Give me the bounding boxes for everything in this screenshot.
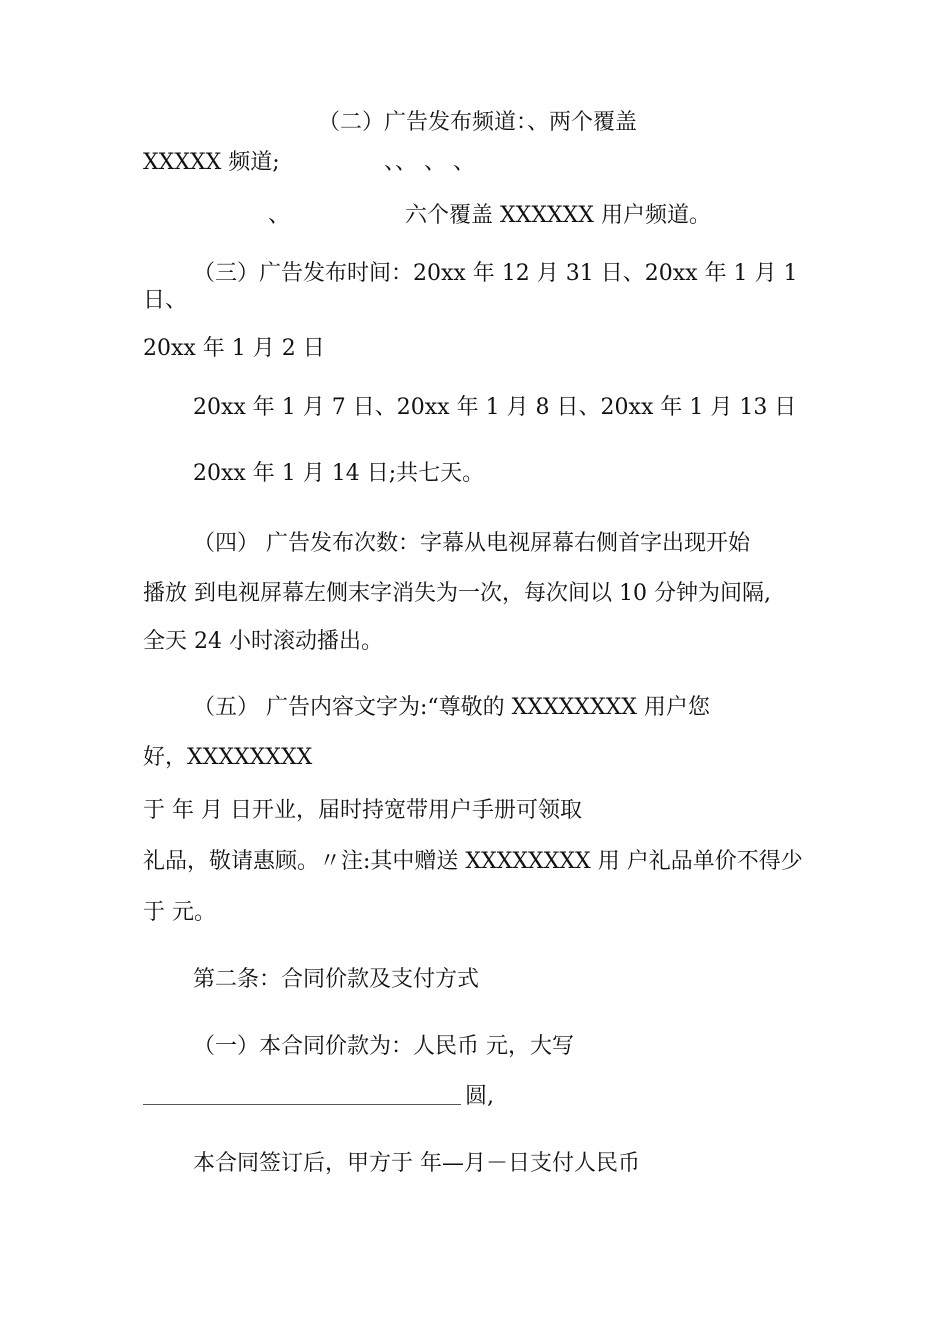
text-line: 、、 、 、 [384,150,475,175]
text-line: （一）本合同价款为：人民币 元，大写 [193,1034,574,1059]
text-line: 日、 [143,288,188,313]
text-line: 20xx 年 1 月 7 日、20xx 年 1 月 8 日、20xx 年 1 月 13 日 [193,395,797,420]
text-line: （二）广告发布频道：、两个覆盖 [318,110,638,135]
text-line: 20xx 年 1 月 14 日;共七天。 [193,461,485,486]
text-line: XXXXX 频道; [143,150,280,175]
text-line: 20xx 年 1 月 2 日 [143,336,325,361]
text-line: 六个覆盖 XXXXXX 用户频道。 [405,203,711,228]
text-line: 好，XXXXXXXX [143,745,313,770]
text-line: 播放 到电视屏幕左侧末字消失为一次，每次间以 10 分钟为间隔, [143,581,771,606]
text-line: 礼品，敬请惠顾。〃注:其中赠送 XXXXXXXX 用 户礼品单价不得少 [143,849,803,874]
section-heading: 第二条：合同价款及支付方式 [193,967,480,992]
text-line: （五） 广告内容文字为:“尊敬的 XXXXXXXX 用户您 [193,695,710,720]
text-line: （三）广告发布时间：20xx 年 12 月 31 日、20xx 年 1 月 1 [193,261,798,286]
text-line: 于 年 月 日开业，届时持宽带用户手册可领取 [143,798,582,823]
text-line: 全天 24 小时滚动播出。 [143,629,383,654]
text-line: 、 [268,203,291,228]
text-line: 本合同签订后，甲方于 年—月－日支付人民币 [193,1151,640,1176]
text-line: 于 元。 [143,900,216,925]
text-line: 圆, [465,1084,494,1109]
fill-in-blank [143,1104,461,1105]
text-line: （四） 广告发布次数：字幕从电视屏幕右侧首字出现开始 [193,531,750,556]
